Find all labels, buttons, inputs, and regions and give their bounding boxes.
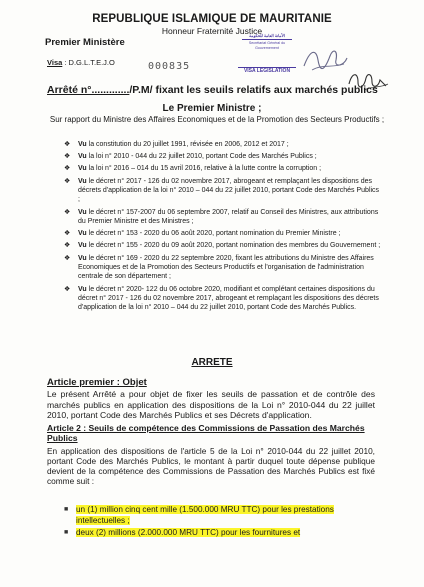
vu-keyword: Vu: [78, 141, 87, 148]
arrow-bullet-icon: ❖: [64, 242, 71, 250]
arrow-bullet-icon: ❖: [64, 254, 71, 262]
list-item: [64, 208, 382, 227]
vu-text: le décret n° 155 - 2020 du 09 août 2020, portant nomination des membres du Gouvernement ;: [88, 242, 381, 250]
ministry-label: Premier Ministère: [45, 37, 125, 48]
vu-keyword: Vu: [78, 254, 87, 262]
stamp-divider: [242, 39, 292, 40]
vu-text: la loi n° 2016 – 014 du 15 avril 2016, relative à la lutte contre la corruption ;: [88, 165, 322, 173]
threshold-list: [64, 505, 384, 541]
vu-keyword: Vu: [78, 230, 87, 238]
arrow-bullet-icon: ❖: [64, 141, 71, 148]
vu-text: le décret n° 153 - 2020 du 06 août 2020, portant nomination du Premier Ministre ;: [88, 230, 341, 238]
visa-legislation-stamp: [238, 33, 296, 81]
list-item: [64, 229, 382, 238]
intro-paragraph: Sur rapport du Ministre des Affaires Economiques et de la Promotion des Secteurs Productifs ;: [49, 115, 385, 124]
list-item: [64, 528, 384, 539]
article-1-heading: Article premier : Objet: [47, 377, 147, 388]
article-1-body: Le présent Arrêté a pour objet de fixer les seuils de passation et de contrôle des marchés publics en application des dispositions de la Loi n° 2010-044 du 22 juillet 2010, portant Code des Marchés Publics et ses Décrets d'application.: [47, 389, 375, 420]
article-2-heading: Article 2 : Seuils de compétence des Commissions de Passation des Marchés Publics: [47, 423, 365, 443]
list-item: [64, 164, 382, 173]
arrow-bullet-icon: ❖: [64, 177, 71, 185]
arrow-bullet-icon: ❖: [64, 165, 71, 173]
national-motto: Honneur Fraternité Justice: [161, 26, 263, 36]
authority-heading: Le Premier Ministre ;: [162, 103, 262, 114]
stamp-title: الأمانة العامة للحكومة: [249, 33, 285, 38]
decree-subject: /P.M/ fixant les seuils relatifs aux marchés publics: [129, 84, 378, 96]
visa-number: 000835: [148, 61, 191, 72]
signature-mark-1: [300, 44, 350, 74]
vu-text: le décret n° 2020- 122 du 06 octobre 2020, modifiant et complétant certaines dispositions du décret n° 2017 - 126 du 02 novembre 2017, abrogeant et remplaçant les dispositions des décrets d'application de la loi n° 2010 – 044 du 22 juillet 2010, portant Code des Marchés Publics.: [78, 285, 379, 312]
visa-label: Visa: [47, 58, 63, 67]
arrow-bullet-icon: ❖: [64, 208, 71, 216]
republic-heading: REPUBLIQUE ISLAMIQUE DE MAURITANIE: [92, 13, 332, 25]
decree-title: [47, 84, 378, 96]
visa-line: [47, 58, 115, 67]
arrow-bullet-icon: ❖: [64, 230, 71, 238]
stamp-line: Secrétariat Général du Gouvernement: [248, 41, 286, 51]
article-2-body: En application des dispositions de l'article 5 de la Loi n° 2010-044 du 22 juillet 2010, portant Code des Marchés Publics, le montant à partir duquel toute dépense publique devient de la compétence des Commissions de Passation des Marchés Publics est fixé comme suit :: [47, 446, 375, 486]
vu-text: le décret n° 169 - 2020 du 22 septembre 2020, fixant les attributions du Ministre des Affaires Economiques et de la Promotion des Secteurs Productifs et l'organisation de l'administration centrale de son département ;: [78, 254, 374, 281]
arrete-heading: ARRETE: [191, 357, 233, 368]
vu-text: le décret n° 2017 - 126 du 02 novembre 2017, abrogeant et remplaçant les dispositions des décrets d'application de la loi n° 2010 – 044 du 22 juillet 2010, portant Code des Marchés Publics ;: [78, 177, 380, 204]
square-bullet-icon: ■: [64, 529, 69, 536]
square-bullet-icon: ■: [64, 506, 69, 513]
vu-text: la loi n° 2010 - 044 du 22 juillet 2010, portant Code des Marchés Publics ;: [88, 153, 317, 161]
vu-text: la constitution du 20 juillet 1991, révisée en 2006, 2012 et 2017 ;: [88, 141, 289, 148]
list-item: [64, 177, 382, 205]
highlighted-threshold: un (1) million cinq cent mille (1.500.000 MRU TTC) pour les prestations intellectuelles ;: [76, 505, 334, 525]
list-item: [64, 505, 384, 526]
stamp-legislation: VISA LEGISLATION: [238, 67, 296, 75]
list-item: [64, 285, 382, 313]
visa-code: : D.G.L.T.E.J.O: [64, 58, 115, 67]
arrow-bullet-icon: ❖: [64, 285, 71, 293]
vu-keyword: Vu: [78, 285, 87, 293]
list-item: [64, 254, 382, 282]
arrow-bullet-icon: ❖: [64, 153, 71, 161]
vu-keyword: Vu: [78, 208, 87, 216]
legal-basis-list: [64, 140, 382, 316]
vu-keyword: Vu: [78, 242, 87, 250]
vu-keyword: Vu: [78, 165, 87, 173]
highlighted-threshold: deux (2) millions (2.000.000 MRU TTC) pour les fournitures et: [76, 528, 301, 537]
vu-keyword: Vu: [78, 153, 87, 161]
vu-text: le décret n° 157-2007 du 06 septembre 2007, relatif au Conseil des Ministres, aux attributions du Premier Ministre et des Ministres ;: [78, 208, 379, 226]
decree-number: Arrêté n°.............: [47, 84, 130, 96]
list-item: [64, 140, 382, 149]
list-item: [64, 241, 382, 250]
list-item: [64, 152, 382, 161]
vu-keyword: Vu: [78, 177, 87, 185]
